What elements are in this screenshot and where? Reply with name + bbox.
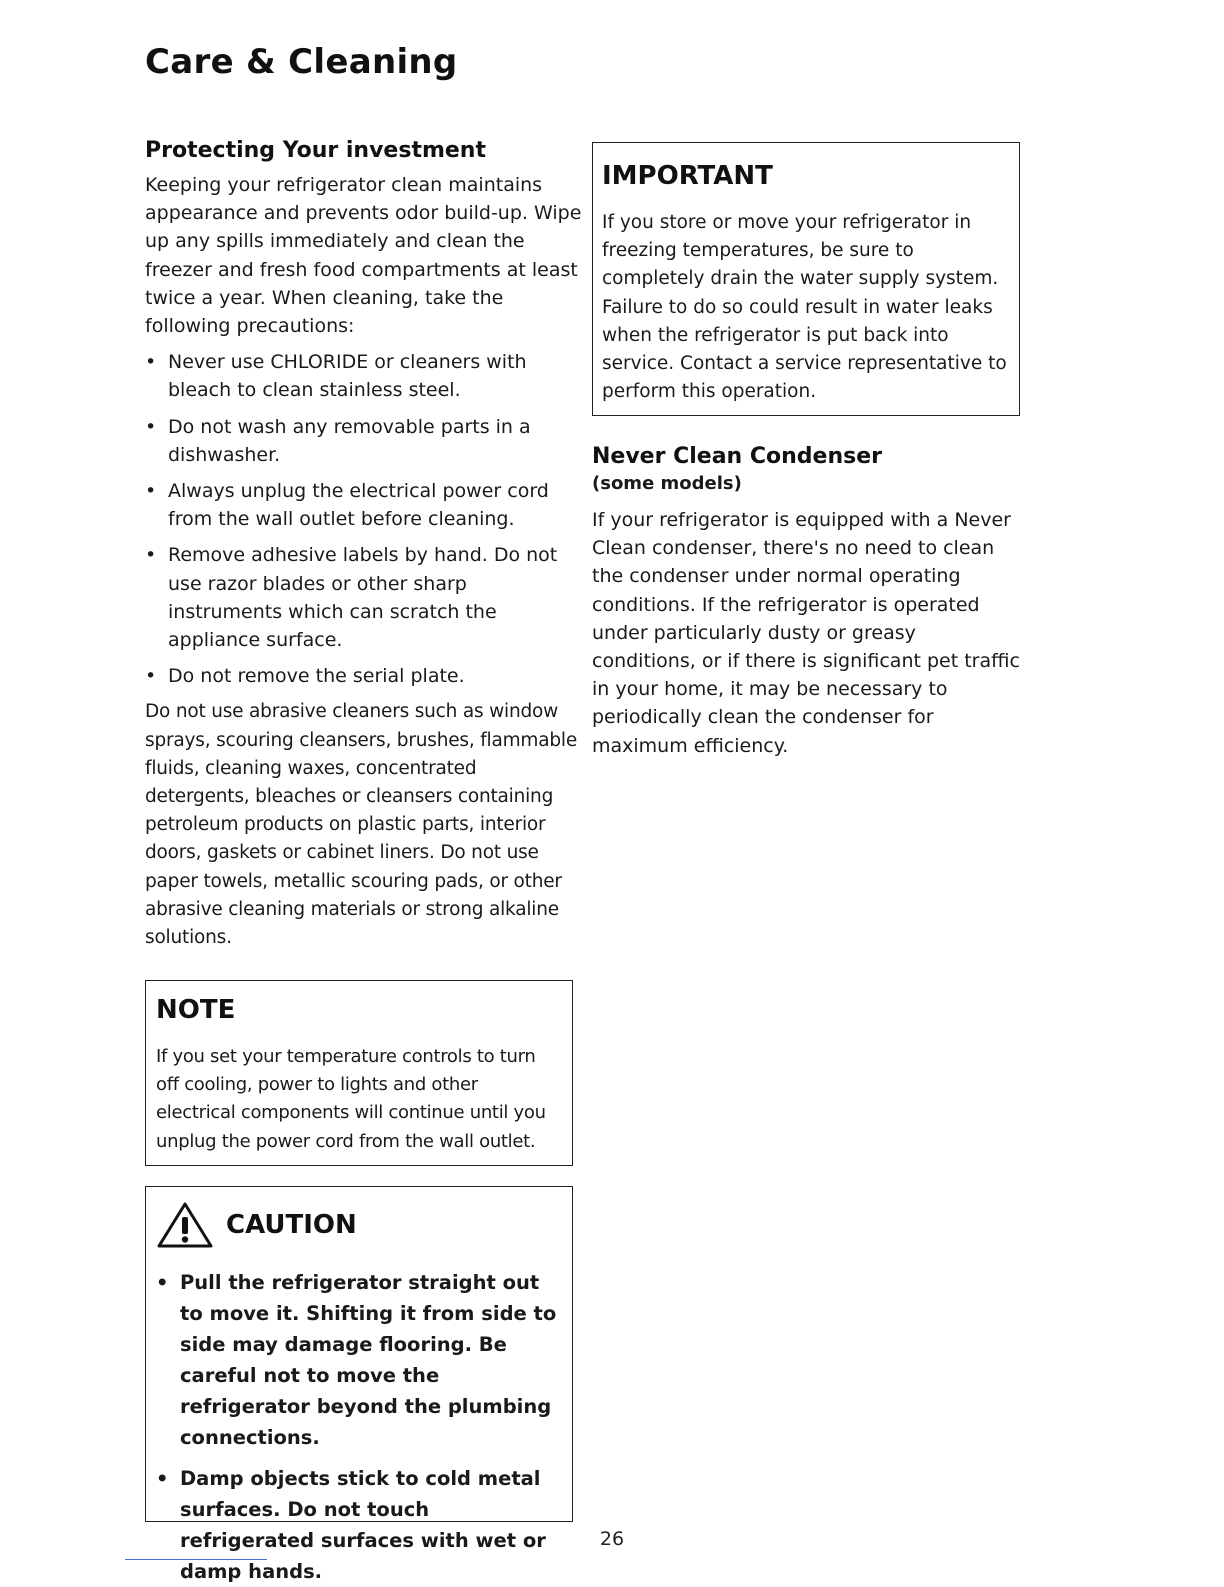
condenser-subheading: (some models) xyxy=(592,473,742,494)
condenser-section xyxy=(592,444,1022,760)
list-item-text: Pull the refrigerator straight out to move it. Shifting it from side to side may damage flooring. Be careful not to move the refrigerator beyond the plumbing connections. xyxy=(180,1271,557,1449)
list-item-text: Do not remove the serial plate. xyxy=(168,665,465,688)
list-item-text: Never use CHLORIDE or cleaners with bleach to clean stainless steel. xyxy=(168,351,527,402)
list-item-text: Damp objects stick to cold metal surfaces. Do not touch refrigerated surfaces with wet or damp hands. xyxy=(180,1467,546,1583)
abrasive-cleaners-paragraph: Do not use abrasive cleaners such as window sprays, scouring cleansers, brushes, flammable fluids, cleaning waxes, concentrated detergents, bleaches or cleansers containing petroleum products on plastic parts, interior doors, gaskets or cabinet liners. Do not use paper towels, metallic scouring pads, or other abrasive cleaning materials or strong alkaline solutions. xyxy=(145,701,578,949)
note-title: NOTE xyxy=(156,995,236,1025)
list-item xyxy=(156,1267,562,1453)
right-column xyxy=(592,142,1022,760)
bullet-icon: • xyxy=(145,351,157,374)
note-box xyxy=(145,980,573,1166)
precautions-list xyxy=(145,348,585,690)
list-item xyxy=(145,662,585,690)
warning-triangle-icon xyxy=(156,1201,214,1249)
protecting-heading: Protecting Your investment xyxy=(145,138,486,163)
important-box xyxy=(592,142,1020,416)
page-number: 26 xyxy=(599,1528,625,1550)
caution-header xyxy=(156,1201,562,1249)
list-item xyxy=(145,348,585,404)
bullet-icon: • xyxy=(145,415,157,438)
list-item xyxy=(156,1463,562,1587)
list-item-text: Always unplug the electrical power cord from the wall outlet before cleaning. xyxy=(168,480,549,531)
bullet-icon: • xyxy=(156,1467,169,1490)
protecting-intro: Keeping your refrigerator clean maintains appearance and prevents odor build-up. Wipe up any spills immediately and clean the freezer and fresh food compartments at least twice a year. When cleaning, take the following precautions: xyxy=(145,174,582,338)
note-text: If you set your temperature controls to turn off cooling, power to lights and other electrical components will continue until you unplug the power cord from the wall outlet. xyxy=(156,1046,546,1152)
bullet-icon: • xyxy=(156,1271,169,1294)
list-item xyxy=(145,541,585,654)
bullet-icon: • xyxy=(145,544,157,567)
list-item xyxy=(145,413,585,469)
list-item-text: Remove adhesive labels by hand. Do not use razor blades or other sharp instruments which can scratch the appliance surface. xyxy=(168,544,558,652)
list-item-text: Do not wash any removable parts in a dishwasher. xyxy=(168,415,531,466)
page-title: Care & Cleaning xyxy=(145,42,458,82)
important-title: IMPORTANT xyxy=(602,161,773,191)
important-text: If you store or move your refrigerator in freezing temperatures, be sure to completely drain the water supply system. Failure to do so could result in water leaks when the refrigerator is put back into service. Contact a service representative to perform this operation. xyxy=(602,212,1007,403)
bullet-icon: • xyxy=(145,665,157,688)
left-column xyxy=(145,138,585,952)
footer-rule xyxy=(125,1559,267,1560)
caution-box xyxy=(145,1186,573,1583)
list-item xyxy=(145,477,585,533)
caution-title: CAUTION xyxy=(226,1210,357,1240)
bullet-icon: • xyxy=(145,480,157,503)
condenser-text: If your refrigerator is equipped with a Never Clean condenser, there's no need to clean the condenser under normal operating conditions. If the refrigerator is operated under particularly dusty or greasy conditions, or if there is significant pet traffic in your home, it may be necessary to periodically clean the condenser for maximum efficiency. xyxy=(592,509,1020,757)
condenser-heading: Never Clean Condenser xyxy=(592,444,882,469)
